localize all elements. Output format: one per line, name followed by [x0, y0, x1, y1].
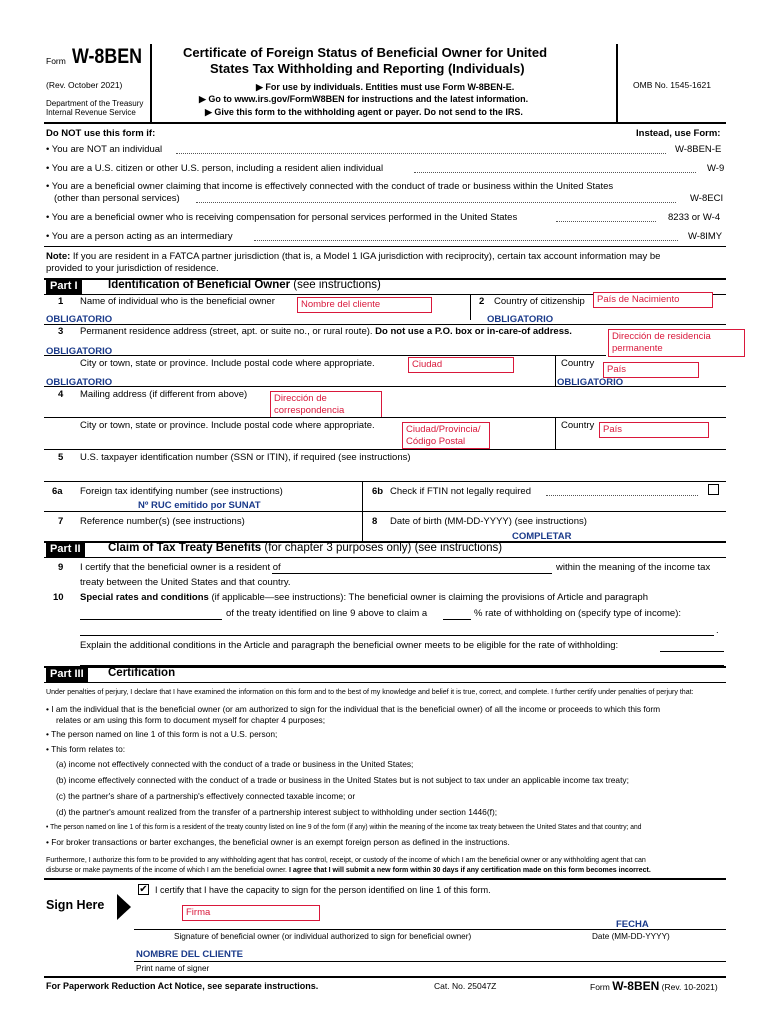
cert-bullet-1: • I am the individual that is the beneficial owner (or am authorized to sign for the individual that is the beneficial owner) of all the income or proceeds to which this form [46, 704, 661, 714]
part-2-label: Part II [46, 542, 85, 557]
withholding-rate-line[interactable] [443, 619, 471, 620]
exclusion-row: • You are a person acting as an intermediary [46, 231, 233, 242]
exclusion-row: • You are a U.S. citizen or other U.S. person, including a resident alien individual [46, 163, 384, 174]
city-label: City or town, state or province. Include postal code where appropriate. [80, 420, 375, 431]
cert-bullet-4: • The person named on line 1 of this form is a resident of the treaty country listed on line 9 of the form (if any) within the meaning of the income tax treaty between the United States and that country; and [46, 822, 642, 831]
cert-bullet-3: • This form relates to: [46, 744, 126, 754]
footer-form-id: Form W-8BEN (Rev. 10-2021) [590, 979, 718, 993]
line-10-text-3: % rate of withholding on (specify type of income): [474, 608, 681, 619]
mailing-address-field[interactable]: Dirección de correspondencia [270, 391, 382, 418]
instruction-2: ▶ Go to www.irs.gov/FormW8BEN for instructions and the latest information. [199, 94, 529, 104]
cert-item-c: (c) the partner's share of a partnership's effectively connected taxable income; or [56, 791, 356, 801]
line-6b-label: Check if FTIN not legally required [390, 486, 531, 497]
instruction-3: ▶ Give this form to the withholding agent or payer. Do not send to the IRS. [205, 107, 523, 117]
form-title-line1: Certificate of Foreign Status of Beneficial Owner for United [183, 45, 548, 60]
signature-field[interactable]: Firma [182, 905, 320, 921]
required-annotation: OBLIGATORIO [46, 314, 113, 325]
required-annotation: OBLIGATORIO [487, 314, 554, 325]
required-annotation: OBLIGATORIO [557, 377, 624, 388]
line-5-number: 5 [58, 452, 64, 463]
article-paragraph-line[interactable] [80, 619, 222, 620]
exclusion-row: • You are a beneficial owner who is receiving compensation for personal services performed in the United States [46, 212, 518, 223]
form-number: W-8BEN [72, 45, 143, 68]
print-name-caption: Print name of signer [136, 964, 210, 973]
part-3-title: Certification [108, 667, 176, 679]
omb-number: OMB No. 1545-1621 [633, 80, 711, 90]
line-8-label: Date of birth (MM-DD-YYYY) (see instructions) [390, 516, 587, 527]
line-1-number: 1 [58, 296, 64, 307]
line-4-label: Mailing address (if different from above) [80, 389, 248, 400]
line-8-number: 8 [372, 516, 378, 527]
alternate-form: W-8BEN-E [675, 144, 722, 155]
signer-name-annotation: NOMBRE DEL CLIENTE [136, 949, 243, 960]
line-10-text-2: of the treaty identified on line 9 above to claim a [226, 608, 428, 619]
agency: Internal Revenue Service [46, 108, 136, 117]
fatca-note-cont: provided to your jurisdiction of residence. [46, 263, 219, 274]
form-title-line2: States Tax Withholding and Reporting (Individuals) [210, 61, 525, 76]
country-label: Country [561, 420, 595, 431]
capacity-label: I certify that I have the capacity to sign for the person identified on line 1 of this form. [155, 885, 491, 895]
required-annotation: OBLIGATORIO [46, 377, 113, 388]
line-2-number: 2 [479, 296, 485, 307]
sign-here-arrow-icon [117, 894, 131, 920]
catalog-number: Cat. No. 25047Z [434, 981, 497, 991]
alternate-form: W-8IMY [688, 231, 723, 242]
department: Department of the Treasury [46, 99, 144, 108]
instruction-1: ▶ For use by individuals. Entities must use Form W-8BEN-E. [256, 82, 515, 92]
line-9-label-cont: within the meaning of the income tax [556, 562, 711, 573]
cert-bullet-5: • For broker transactions or barter exchanges, the beneficial owner is an exempt foreign person as defined in the instructions. [46, 837, 510, 847]
cert-item-d: (d) the partner's amount realized from the transfer of a partnership interest subject to withholding under section 1446(f); [56, 807, 498, 817]
line-10-label: Special rates and conditions (if applicable—see instructions): The beneficial owner is claiming the provisions of Article and paragraph [80, 592, 648, 603]
line-1-label: Name of individual who is the beneficial owner [80, 296, 275, 307]
residence-country-line[interactable] [272, 573, 552, 574]
part-3-label: Part III [46, 667, 88, 682]
country-label: Country [561, 358, 595, 369]
authorization-text: Furthermore, I authorize this form to be provided to any withholding agent that has control, receipt, or custody of the income of which I am the beneficial owner or any withholding agent that can [46, 855, 646, 864]
line-6a-label: Foreign tax identifying number (see instructions) [80, 486, 283, 497]
exclusion-row-cont: (other than personal services) [54, 193, 180, 204]
cert-item-a: (a) income not effectively connected with the conduct of a trade or business in the United States; [56, 759, 414, 769]
fatca-note: Note: If you are resident in a FATCA partner jurisdiction (that is, a Model 1 IGA jurisdiction with reciprocity), certain tax account information may be [46, 251, 661, 262]
name-field[interactable]: Nombre del cliente [297, 297, 432, 313]
part-2-title: Claim of Tax Treaty Benefits (for chapter 3 purposes only) (see instructions) [108, 542, 503, 554]
income-type-line[interactable] [80, 635, 714, 636]
part-1-title: Identification of Beneficial Owner (see instructions) [108, 279, 381, 291]
line-9-number: 9 [58, 562, 64, 573]
line-5-label: U.S. taxpayer identification number (SSN or ITIN), if required (see instructions) [80, 452, 411, 463]
line-9-label-cont2: treaty between the United States and that country. [80, 577, 291, 588]
perjury-intro: Under penalties of perjury, I declare that I have examined the information on this form and to the best of my knowledge and belief it is true, correct, and complete. I further certify under penalties of perjury that: [46, 687, 694, 696]
ftin-not-required-checkbox[interactable] [708, 484, 719, 495]
do-not-use-heading: Do NOT use this form if: [46, 128, 156, 139]
cert-bullet-2: • The person named on line 1 of this form is not a U.S. person; [46, 729, 278, 739]
exclusion-row: • You are a beneficial owner claiming that income is effectively connected with the conduct of trade or business within the United States [46, 181, 614, 192]
line-4-number: 4 [58, 389, 64, 400]
line-6a-number: 6a [52, 486, 63, 497]
cert-bullet-1-cont: relates or am using this form to document myself for chapter 4 purposes; [56, 715, 326, 725]
capacity-checkbox[interactable]: ✔ [139, 884, 148, 895]
line-9-label: I certify that the beneficial owner is a resident of [80, 562, 281, 573]
required-annotation: OBLIGATORIO [46, 346, 113, 357]
part-1-label: Part I [46, 279, 82, 294]
country-field[interactable]: País [603, 362, 699, 378]
paperwork-notice: For Paperwork Reduction Act Notice, see separate instructions. [46, 981, 319, 991]
period: . [716, 625, 719, 636]
residence-address-field[interactable]: Dirección de residencia permanente [608, 329, 745, 357]
line-2-label: Country of citizenship [494, 296, 585, 307]
exclusion-row: • You are NOT an individual [46, 144, 163, 155]
revision-date: (Rev. October 2021) [46, 80, 123, 90]
line-10-number: 10 [53, 592, 64, 603]
line-3-number: 3 [58, 326, 64, 337]
line-6b-number: 6b [372, 486, 384, 497]
form-word: Form [46, 56, 66, 66]
date-caption: Date (MM-DD-YYYY) [592, 932, 670, 941]
line-7-number: 7 [58, 516, 64, 527]
city-field[interactable]: Ciudad [408, 357, 514, 373]
explain-conditions-label: Explain the additional conditions in the Article and paragraph the beneficial owner meets to be eligible for the rate of withholding: [80, 640, 619, 651]
line-3-label: Permanent residence address (street, apt. or suite no., or rural route). Do not use a P.O. box or in-care-of address. [80, 326, 572, 337]
date-annotation: FECHA [616, 919, 649, 930]
dob-annotation: COMPLETAR [512, 531, 572, 542]
mailing-city-field[interactable]: Ciudad/Provincia/ Código Postal [402, 422, 490, 449]
mailing-country-field[interactable]: País [599, 422, 709, 438]
explain-line[interactable] [660, 651, 724, 652]
cert-item-b: (b) income effectively connected with the conduct of a trade or business in the United States but is not subject to tax under an applicable income tax treaty; [56, 775, 629, 785]
alternate-form: W-8ECI [690, 193, 724, 204]
alternate-form: 8233 or W-4 [668, 212, 721, 223]
signature-caption: Signature of beneficial owner (or individual authorized to sign for beneficial owner) [174, 932, 472, 941]
instead-use-heading: Instead, use Form: [636, 128, 721, 139]
citizenship-field[interactable]: País de Nacimiento [593, 292, 713, 308]
sign-here-label: Sign Here [46, 898, 105, 912]
alternate-form: W-9 [707, 163, 725, 174]
line-7-label: Reference number(s) (see instructions) [80, 516, 245, 527]
ruc-annotation: Nº RUC emitido por SUNAT [138, 500, 261, 511]
authorization-text-cont: disburse or make payments of the income of which I am the beneficial owner. I agree that I will submit a new form within 30 days if any certification made on this form becomes incorrect. [46, 865, 651, 874]
city-label: City or town, state or province. Include postal code where appropriate. [80, 358, 375, 369]
